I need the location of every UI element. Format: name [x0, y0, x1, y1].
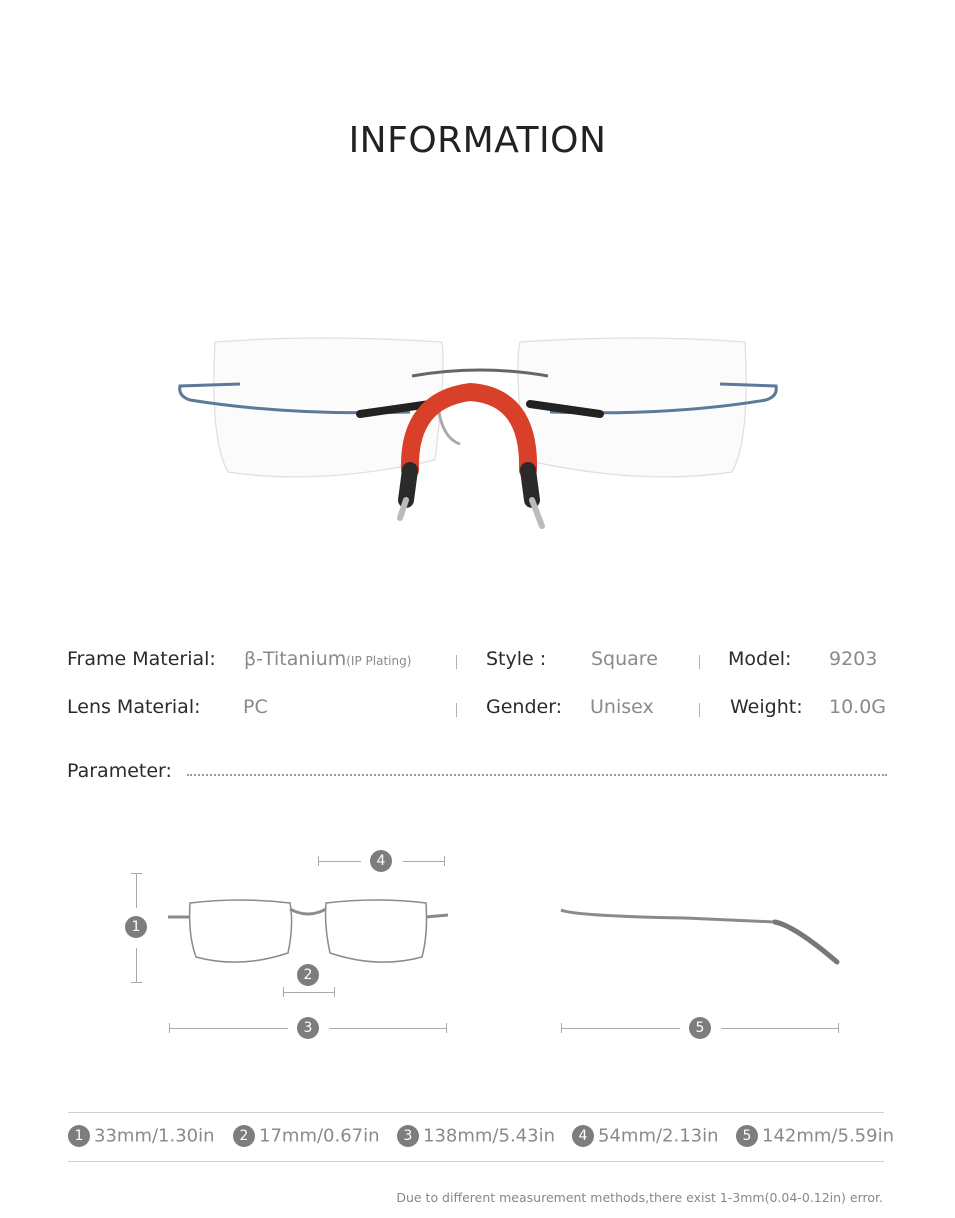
- lens-material-value: PC: [243, 696, 268, 718]
- weight-value: 10.0G: [829, 696, 887, 718]
- dim-tick: [131, 982, 142, 983]
- dim-line-5-right: [721, 1028, 839, 1029]
- page-title: INFORMATION: [348, 120, 607, 161]
- dim-line-3-left: [169, 1028, 288, 1029]
- badge-4: 4: [370, 850, 392, 872]
- badge-1: 1: [125, 916, 147, 938]
- measurement-number: 1: [68, 1125, 90, 1147]
- weight-label: Weight:: [730, 696, 803, 718]
- frame-material-label: Frame Material:: [67, 648, 216, 670]
- dim-tick: [318, 856, 319, 866]
- spec-row-1: [67, 648, 897, 678]
- badge-2: 2: [297, 964, 319, 986]
- divider: [456, 655, 457, 669]
- dim-tick: [444, 856, 445, 866]
- measurement-value: 33mm/1.30in: [94, 1125, 215, 1147]
- measurement-item: [397, 1125, 555, 1147]
- dim-tick: [561, 1023, 562, 1033]
- dim-line-1-top: [136, 873, 137, 908]
- gender-label: Gender:: [486, 696, 563, 718]
- glasses-product-image: [170, 320, 790, 540]
- measurement-number: 4: [572, 1125, 594, 1147]
- dim-line-3-right: [329, 1028, 447, 1029]
- measurement-value: 142mm/5.59in: [762, 1125, 894, 1147]
- dim-tick: [838, 1023, 839, 1033]
- dim-line-2: [283, 992, 335, 993]
- measurements-bar: [68, 1112, 894, 1162]
- frame-material-value: [244, 648, 411, 670]
- frame-material-note: (IP Plating): [346, 654, 412, 668]
- spec-row-2: [67, 696, 897, 726]
- dim-line-4-left: [318, 861, 361, 862]
- dim-tick: [131, 873, 142, 874]
- measurement-value: 54mm/2.13in: [598, 1125, 719, 1147]
- divider: [456, 703, 457, 717]
- lens-material-label: Lens Material:: [67, 696, 201, 718]
- measurement-number: 5: [736, 1125, 758, 1147]
- error-note: Due to different measurement methods,there exist 1-3mm(0.04-0.12in) error.: [396, 1190, 883, 1205]
- measurement-item: [233, 1125, 380, 1147]
- divider: [699, 655, 700, 669]
- style-label: Style :: [486, 648, 547, 670]
- style-value: Square: [591, 648, 658, 670]
- badge-5: 5: [689, 1017, 711, 1039]
- divider: [699, 703, 700, 717]
- measurement-value: 138mm/5.43in: [423, 1125, 555, 1147]
- dim-tick: [169, 1023, 170, 1033]
- side-view-diagram: [555, 900, 850, 970]
- frame-material-text: β-Titanium: [244, 648, 347, 670]
- dim-line-4-right: [403, 861, 445, 862]
- measurement-number: 2: [233, 1125, 255, 1147]
- measurement-number: 3: [397, 1125, 419, 1147]
- dim-tick: [283, 987, 284, 997]
- parameter-row: [67, 760, 887, 784]
- measurement-value: 17mm/0.67in: [259, 1125, 380, 1147]
- badge-3: 3: [297, 1017, 319, 1039]
- model-label: Model:: [728, 648, 792, 670]
- measurement-item: [572, 1125, 719, 1147]
- dim-line-5-left: [561, 1028, 680, 1029]
- dim-tick: [446, 1023, 447, 1033]
- dim-tick: [334, 987, 335, 997]
- model-value: 9203: [829, 648, 878, 670]
- measurement-item: [736, 1125, 894, 1147]
- gender-value: Unisex: [590, 696, 654, 718]
- front-view-diagram: [160, 895, 460, 975]
- dotted-divider: [187, 774, 887, 776]
- measurement-item: [68, 1125, 215, 1147]
- dim-line-1-bottom: [136, 948, 137, 982]
- parameter-label: Parameter:: [67, 760, 172, 782]
